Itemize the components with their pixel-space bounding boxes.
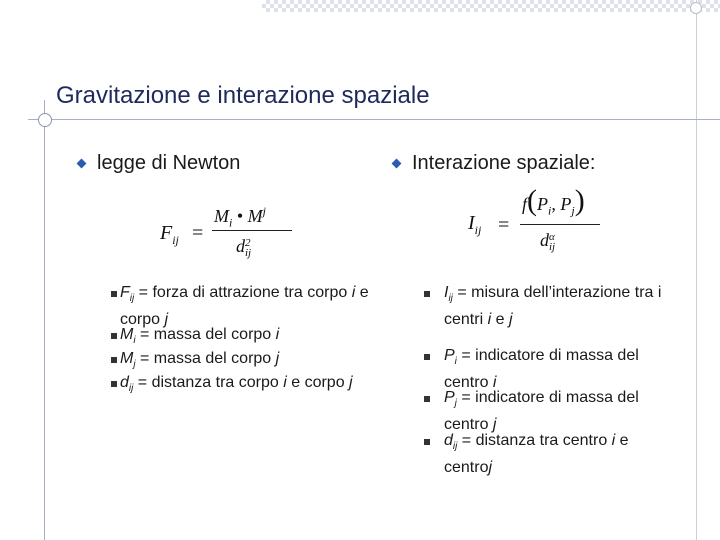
list-bullet-icon <box>424 396 430 402</box>
list-item: $F_{ij}$ = forza di attrazione tra corpo i e corpo j <box>120 284 369 329</box>
list-item: $P_j$ = indicatore di massa del centro j <box>444 389 639 434</box>
list-bullet-icon <box>424 291 430 297</box>
formula-equals: = <box>192 222 204 244</box>
list-bullet-icon <box>424 354 430 360</box>
slide-title: Gravitazione e interazione spaziale <box>56 82 430 109</box>
list-item: $P_i$ = indicatore di massa del centro i <box>444 347 639 392</box>
list-bullet-icon <box>111 381 117 387</box>
formula-numerator: $M_i$ • $M^j$ <box>214 204 266 230</box>
list-item: $d_{ij}$ = distanza tra centro i e centroj <box>444 432 629 477</box>
formula-lhs: $I_{ij}$ <box>468 212 482 237</box>
formula-denominator: d 2 ij <box>236 236 252 259</box>
formula-denominator: d α ij <box>540 230 556 253</box>
formula-lhs: $F_{ij}$ <box>160 222 179 247</box>
guide-circle <box>38 113 52 127</box>
formula-fraction-bar <box>520 224 600 225</box>
list-bullet-icon <box>111 357 117 363</box>
list-bullet-icon <box>111 291 117 297</box>
right-guide-line <box>696 0 697 540</box>
list-item: $M_j$ = massa del corpo j <box>120 350 280 371</box>
title-underline <box>28 119 720 120</box>
left-heading-bullet-icon <box>77 159 87 169</box>
formula-fraction-bar <box>212 230 292 231</box>
formula-numerator: $f(P_i$, $P_j$) <box>522 184 585 218</box>
formula-equals: = <box>498 214 510 236</box>
left-guide-line <box>44 100 45 540</box>
right-heading-bullet-icon <box>392 159 402 169</box>
list-item: $I_{ij}$ = misura dell’interazione tra i centri i e j <box>444 284 662 329</box>
list-item: $M_i$ = massa del corpo i <box>120 326 280 347</box>
list-item: $d_{ij}$ = distanza tra corpo i e corpo j <box>120 374 353 395</box>
list-bullet-icon <box>111 333 117 339</box>
header-checker-pattern <box>262 0 720 12</box>
list-bullet-icon <box>424 439 430 445</box>
left-heading: legge di Newton <box>97 152 241 174</box>
right-guide-circle <box>690 2 702 14</box>
right-heading: Interazione spaziale: <box>412 152 596 174</box>
